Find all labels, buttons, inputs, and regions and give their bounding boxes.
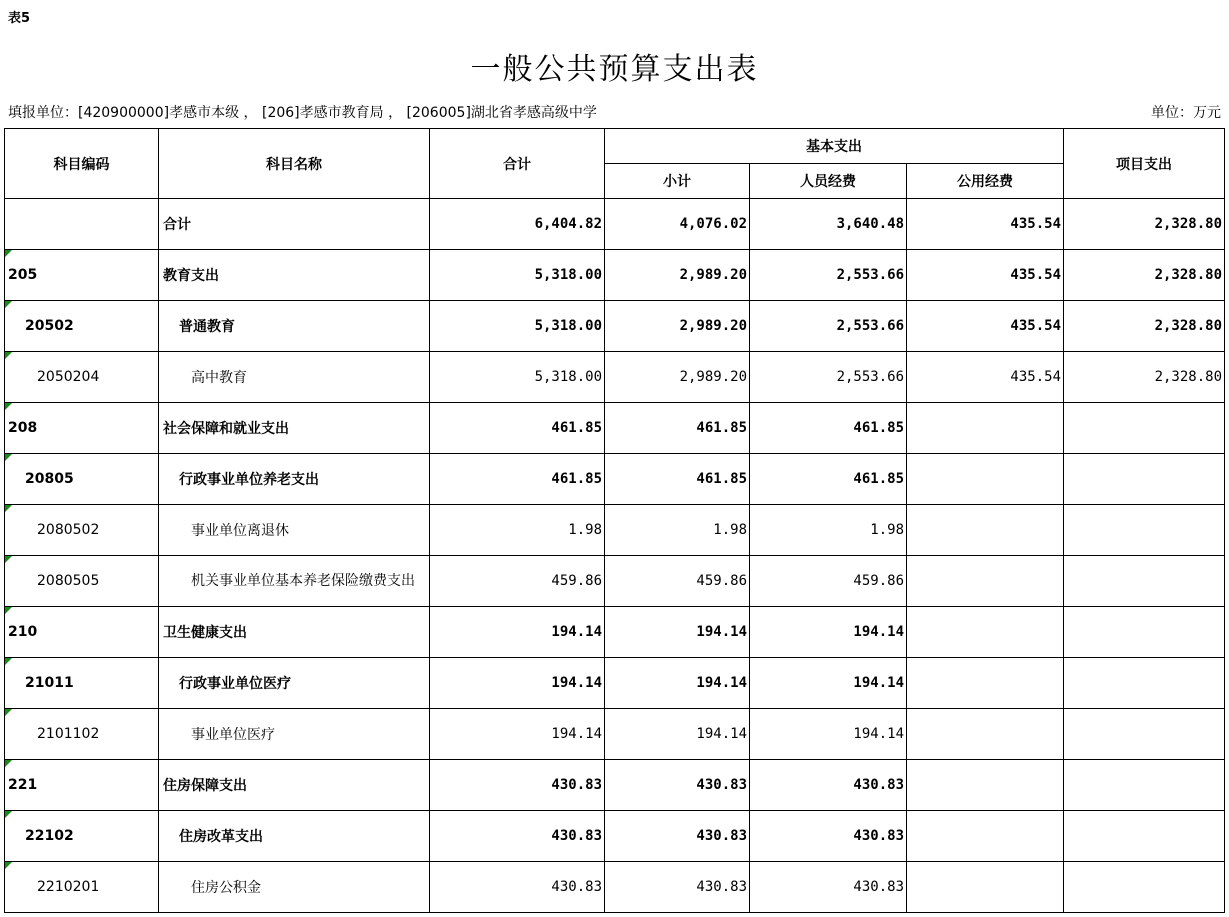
cell-project [1064, 556, 1225, 607]
currency-unit-text: 单位：万元 [1151, 105, 1221, 121]
cell-code [5, 658, 159, 709]
header-project-expenditure: 项目支出 [1064, 129, 1225, 199]
cell-text: 461.85 [696, 471, 747, 487]
cell-text: 435.54 [1010, 318, 1061, 334]
cell-code [5, 556, 159, 607]
header-total: 合计 [430, 129, 605, 199]
cell-text: 194.14 [853, 726, 904, 742]
cell-public [907, 607, 1064, 658]
cell-personnel [750, 403, 907, 454]
cell-text: 行政事业单位医疗 [179, 676, 291, 692]
green-corner-marker-icon [5, 811, 12, 818]
cell-public [907, 505, 1064, 556]
cell-text: 2080505 [37, 573, 100, 589]
cell-text: 194.14 [551, 624, 602, 640]
cell-project [1064, 403, 1225, 454]
table-row [5, 199, 1225, 250]
cell-public [907, 199, 1064, 250]
cell-text: 2,553.66 [836, 369, 904, 385]
cell-personnel [750, 505, 907, 556]
cell-subtotal [605, 862, 750, 913]
cell-text: 194.14 [853, 624, 904, 640]
cell-text: 住房公积金 [191, 880, 261, 896]
cell-name [159, 658, 430, 709]
green-corner-marker-icon [5, 709, 12, 716]
cell-name [159, 403, 430, 454]
header-basic-expenditure: 基本支出 [605, 129, 1064, 164]
cell-subtotal [605, 403, 750, 454]
cell-text: 194.14 [696, 624, 747, 640]
cell-text: 430.83 [551, 828, 602, 844]
cell-text: 2101102 [37, 726, 100, 742]
cell-text: 430.83 [853, 828, 904, 844]
cell-text: 20805 [25, 471, 74, 487]
cell-subtotal [605, 250, 750, 301]
cell-text: 住房保障支出 [163, 778, 247, 794]
cell-text: 5,318.00 [534, 369, 602, 385]
cell-name [159, 760, 430, 811]
table-row [5, 811, 1225, 862]
cell-name [159, 505, 430, 556]
green-corner-marker-icon [5, 403, 12, 410]
cell-code [5, 250, 159, 301]
cell-text: 194.14 [551, 675, 602, 691]
cell-name [159, 301, 430, 352]
budget-expenditure-table [4, 128, 1225, 913]
cell-public [907, 811, 1064, 862]
header-name: 科目名称 [159, 129, 430, 199]
cell-project [1064, 199, 1225, 250]
cell-text: 2,553.66 [836, 318, 904, 334]
cell-text: 5,318.00 [534, 267, 602, 283]
cell-total [430, 250, 605, 301]
green-corner-marker-icon [5, 607, 12, 614]
cell-text: 430.83 [853, 777, 904, 793]
cell-personnel [750, 811, 907, 862]
cell-text: 机关事业单位基本养老保险缴费支出 [191, 572, 415, 589]
cell-project [1064, 301, 1225, 352]
table-row [5, 760, 1225, 811]
cell-text: 3,640.48 [836, 216, 904, 232]
cell-text: 22102 [25, 828, 74, 844]
cell-text: 430.83 [551, 879, 602, 895]
cell-total [430, 454, 605, 505]
cell-text: 2,989.20 [679, 267, 747, 283]
cell-text: 459.86 [696, 573, 747, 589]
cell-personnel [750, 862, 907, 913]
header-subtotal: 小计 [605, 164, 750, 199]
cell-text: 2,328.80 [1154, 318, 1222, 334]
green-corner-marker-icon [5, 505, 12, 512]
table-row [5, 301, 1225, 352]
cell-text: 2080502 [37, 522, 100, 538]
cell-subtotal [605, 505, 750, 556]
cell-code [5, 862, 159, 913]
cell-text: 430.83 [696, 828, 747, 844]
table-row [5, 607, 1225, 658]
cell-public [907, 250, 1064, 301]
cell-subtotal [605, 811, 750, 862]
cell-text: 459.86 [853, 573, 904, 589]
cell-text: 2,328.80 [1154, 369, 1222, 385]
cell-code [5, 403, 159, 454]
header-public: 公用经费 [907, 164, 1064, 199]
cell-public [907, 760, 1064, 811]
cell-code [5, 301, 159, 352]
green-corner-marker-icon [5, 301, 12, 308]
cell-text: 194.14 [551, 726, 602, 742]
cell-name [159, 556, 430, 607]
table-number-label: 表5 [8, 11, 31, 26]
cell-text: 461.85 [551, 420, 602, 436]
cell-text: 2,553.66 [836, 267, 904, 283]
cell-text: 1.98 [568, 522, 602, 538]
cell-project [1064, 811, 1225, 862]
table-row [5, 250, 1225, 301]
cell-total [430, 811, 605, 862]
green-corner-marker-icon [5, 556, 12, 563]
cell-name [159, 709, 430, 760]
cell-code [5, 811, 159, 862]
page-title: 一般公共预算支出表 [470, 52, 759, 87]
cell-text: 教育支出 [163, 268, 219, 284]
cell-total [430, 556, 605, 607]
cell-name [159, 199, 430, 250]
cell-public [907, 556, 1064, 607]
cell-subtotal [605, 301, 750, 352]
cell-text: 461.85 [551, 471, 602, 487]
cell-project [1064, 607, 1225, 658]
cell-text: 合计 [163, 217, 191, 233]
cell-total [430, 199, 605, 250]
table-row [5, 709, 1225, 760]
table-row [5, 352, 1225, 403]
cell-subtotal [605, 556, 750, 607]
cell-text: 2210201 [37, 879, 100, 895]
cell-text: 高中教育 [191, 370, 247, 386]
header-code: 科目编码 [5, 129, 159, 199]
cell-project [1064, 505, 1225, 556]
cell-text: 2050204 [37, 369, 100, 385]
cell-subtotal [605, 199, 750, 250]
cell-text: 430.83 [696, 879, 747, 895]
cell-subtotal [605, 709, 750, 760]
cell-text: 221 [8, 777, 38, 793]
cell-text: 社会保障和就业支出 [163, 421, 289, 437]
cell-personnel [750, 250, 907, 301]
cell-personnel [750, 454, 907, 505]
cell-subtotal [605, 454, 750, 505]
cell-subtotal [605, 760, 750, 811]
cell-total [430, 505, 605, 556]
cell-code [5, 760, 159, 811]
cell-public [907, 658, 1064, 709]
cell-text: 事业单位离退休 [191, 523, 289, 539]
cell-text: 461.85 [853, 471, 904, 487]
green-corner-marker-icon [5, 454, 12, 461]
cell-text: 住房改革支出 [179, 829, 263, 845]
cell-text: 430.83 [551, 777, 602, 793]
cell-total [430, 352, 605, 403]
cell-text: 20502 [25, 318, 74, 334]
table-row [5, 658, 1225, 709]
cell-code [5, 607, 159, 658]
cell-text: 435.54 [1010, 369, 1061, 385]
cell-name [159, 607, 430, 658]
cell-code [5, 199, 159, 250]
cell-text: 205 [8, 267, 38, 283]
cell-text: 430.83 [853, 879, 904, 895]
cell-text: 435.54 [1010, 216, 1061, 232]
cell-public [907, 709, 1064, 760]
table-row [5, 556, 1225, 607]
cell-subtotal [605, 607, 750, 658]
reporting-unit-text: 填报单位：[420900000]孝感市本级 ， [206]孝感市教育局 ， [206005]湖北省孝感高级中学 [8, 105, 597, 121]
cell-text: 461.85 [853, 420, 904, 436]
cell-text: 194.14 [696, 675, 747, 691]
cell-text: 2,328.80 [1154, 267, 1222, 283]
table-row [5, 454, 1225, 505]
cell-text: 1.98 [870, 522, 904, 538]
cell-personnel [750, 556, 907, 607]
green-corner-marker-icon [5, 862, 12, 869]
green-corner-marker-icon [5, 760, 12, 767]
cell-total [430, 658, 605, 709]
cell-public [907, 862, 1064, 913]
cell-text: 208 [8, 420, 38, 436]
cell-text: 461.85 [696, 420, 747, 436]
cell-name [159, 862, 430, 913]
green-corner-marker-icon [5, 352, 12, 359]
cell-text: 210 [8, 624, 38, 640]
cell-text: 5,318.00 [534, 318, 602, 334]
cell-code [5, 709, 159, 760]
cell-personnel [750, 199, 907, 250]
cell-text: 194.14 [696, 726, 747, 742]
cell-personnel [750, 658, 907, 709]
cell-public [907, 352, 1064, 403]
cell-personnel [750, 301, 907, 352]
cell-subtotal [605, 658, 750, 709]
cell-text: 1.98 [713, 522, 747, 538]
table-row [5, 403, 1225, 454]
cell-public [907, 454, 1064, 505]
cell-personnel [750, 607, 907, 658]
cell-personnel [750, 352, 907, 403]
cell-text: 2,989.20 [679, 318, 747, 334]
cell-text: 2,328.80 [1154, 216, 1222, 232]
cell-text: 6,404.82 [534, 216, 602, 232]
cell-name [159, 454, 430, 505]
table-row [5, 505, 1225, 556]
cell-text: 卫生健康支出 [163, 625, 247, 641]
cell-text: 435.54 [1010, 267, 1061, 283]
cell-name [159, 250, 430, 301]
cell-total [430, 862, 605, 913]
cell-public [907, 403, 1064, 454]
cell-personnel [750, 760, 907, 811]
cell-project [1064, 250, 1225, 301]
cell-project [1064, 760, 1225, 811]
cell-total [430, 709, 605, 760]
cell-code [5, 505, 159, 556]
cell-personnel [750, 709, 907, 760]
cell-total [430, 760, 605, 811]
cell-text: 194.14 [853, 675, 904, 691]
cell-total [430, 403, 605, 454]
header-personnel: 人员经费 [750, 164, 907, 199]
cell-project [1064, 862, 1225, 913]
cell-project [1064, 352, 1225, 403]
green-corner-marker-icon [5, 658, 12, 665]
cell-name [159, 352, 430, 403]
cell-text: 21011 [25, 675, 74, 691]
cell-text: 4,076.02 [679, 216, 747, 232]
cell-total [430, 301, 605, 352]
cell-text: 459.86 [551, 573, 602, 589]
cell-project [1064, 454, 1225, 505]
cell-name [159, 811, 430, 862]
cell-total [430, 607, 605, 658]
cell-text: 行政事业单位养老支出 [179, 472, 319, 488]
cell-project [1064, 709, 1225, 760]
cell-subtotal [605, 352, 750, 403]
cell-code [5, 454, 159, 505]
green-corner-marker-icon [5, 250, 12, 257]
cell-text: 普通教育 [179, 319, 235, 335]
cell-code [5, 352, 159, 403]
cell-text: 事业单位医疗 [191, 727, 275, 743]
cell-text: 430.83 [696, 777, 747, 793]
table-row [5, 862, 1225, 913]
cell-project [1064, 658, 1225, 709]
cell-text: 2,989.20 [679, 369, 747, 385]
cell-public [907, 301, 1064, 352]
